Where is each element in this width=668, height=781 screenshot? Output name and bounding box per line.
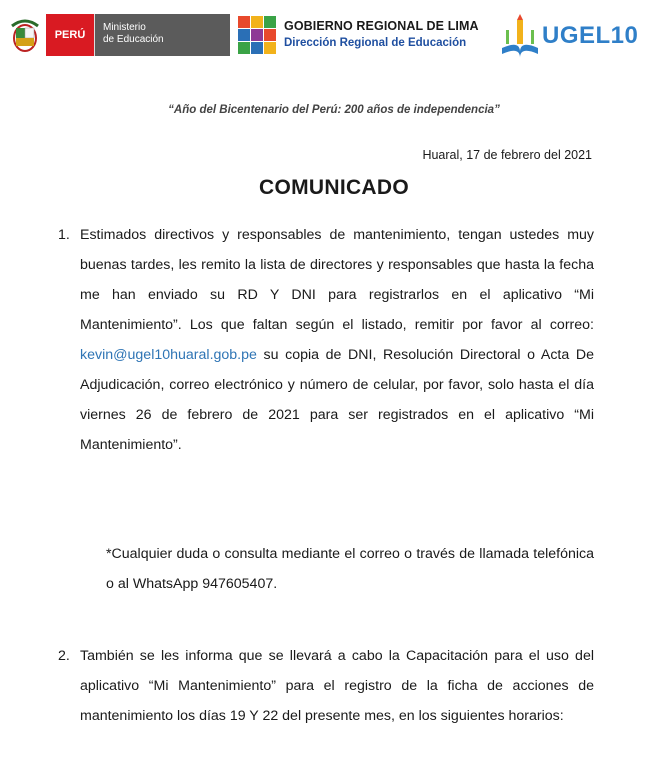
ugel-title: UGEL10 [542, 22, 639, 49]
document-title: COMUNICADO [259, 176, 409, 199]
ministry-line-1: Ministerio [103, 22, 146, 33]
email-link[interactable]: kevin@ugel10huaral.gob.pe [80, 347, 257, 363]
contact-note: *Cualquier duda o consulta mediante el correo o través de llamada telefónica o al WhatsApp 947605407. [106, 546, 594, 592]
document-date: Huaral, 17 de febrero del 2021 [422, 148, 592, 162]
ministry-name [94, 14, 230, 56]
regional-government-logo [236, 14, 479, 58]
paragraph-text-before: Estimados directivos y responsables de mantenimiento, tengan ustedes muy buenas tardes, les remito la lista de directores y responsables que hasta la fecha me han enviado su RD Y DNI para registrarlos en el aplicativo “Mi Mantenimiento”. Los que faltan según el listado, remitir por favor al correo: [80, 227, 594, 333]
regional-emblem-icon [236, 14, 278, 58]
paragraph-text: También se les informa que se llevará a cabo la Capacitación para el uso del aplicativo “Mi Mantenimiento” para el registro de la ficha de acciones de mantenimiento los días 19 Y 22 del presente mes, en los siguientes horarios: [80, 648, 594, 724]
open-book-icon [498, 12, 542, 60]
regional-government-title: GOBIERNO REGIONAL DE LIMA [284, 19, 479, 33]
paragraph-number: 2. [58, 648, 70, 664]
coat-of-arms-icon [8, 16, 42, 54]
numbered-paragraph-1 [58, 220, 594, 460]
paragraph-number: 1. [58, 227, 70, 243]
peru-label: PERÚ [46, 14, 94, 56]
ministry-logo [8, 14, 230, 56]
ministry-line-2: de Educación [103, 34, 164, 45]
regional-education-subtitle: Dirección Regional de Educación [284, 37, 467, 49]
ugel-logo [498, 8, 658, 66]
paragraph-text-after: su copia de DNI, Resolución Directoral o Acta De Adjudicación, correo electrónico y número de celular, por favor, solo hasta el día viernes 26 de febrero de 2021 para ser registrados en el aplicativo “Mi Mantenimiento”. [80, 347, 594, 453]
letterhead [0, 0, 668, 90]
numbered-paragraph-2 [58, 641, 594, 731]
year-motto: “Año del Bicentenario del Perú: 200 años de independencia” [168, 104, 500, 116]
